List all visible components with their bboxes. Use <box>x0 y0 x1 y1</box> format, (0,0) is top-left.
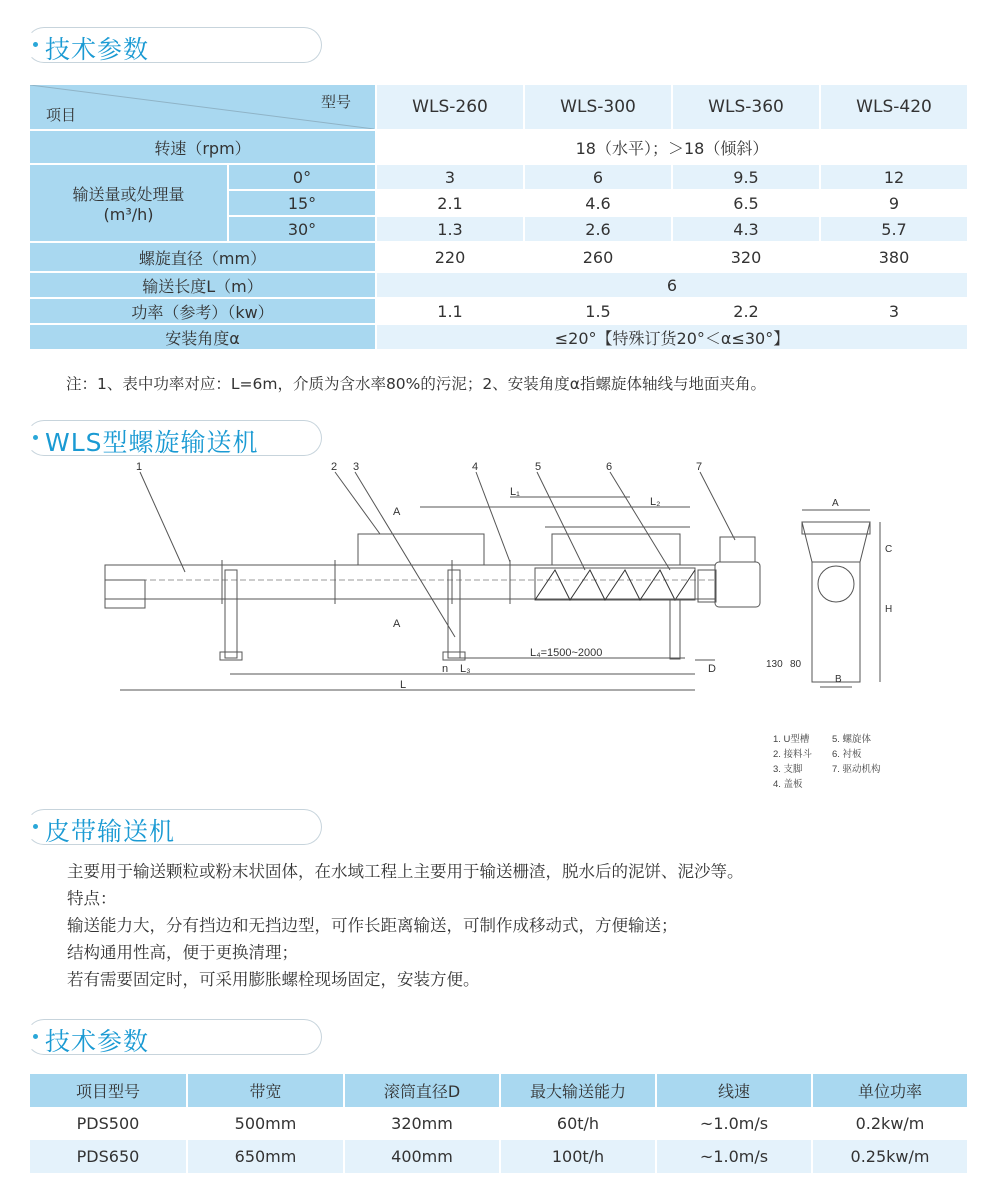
column-header: 线速 <box>656 1074 812 1107</box>
cell-value: 4.6 <box>524 190 672 216</box>
table-cell: 0.25kw/m <box>812 1140 968 1173</box>
cell-value: 1.3 <box>376 216 524 242</box>
cell-value: ≤20°【特殊订货20°＜α≤30°】 <box>376 324 968 350</box>
model-header: WLS-360 <box>672 85 820 130</box>
section-mark: A <box>393 618 401 630</box>
dim-label: L₁ <box>510 486 520 498</box>
dim-label: 80 <box>790 659 802 670</box>
table-cell: ~1.0m/s <box>656 1107 812 1140</box>
cover-plate <box>552 534 680 565</box>
section-mark: A <box>393 506 401 518</box>
table-row <box>30 1107 968 1140</box>
table-row-angle <box>30 324 968 350</box>
section-title: WLS型螺旋输送机 <box>45 428 259 457</box>
model-header: WLS-300 <box>524 85 672 130</box>
cell-value: 2.2 <box>672 298 820 324</box>
angle-label: 0° <box>228 164 376 190</box>
belt-feature: 结构通用性高，便于更换清理； <box>67 943 298 962</box>
section-title: 皮带输送机 <box>45 817 176 846</box>
model-header: WLS-420 <box>820 85 968 130</box>
belt-features-title: 特点： <box>67 889 117 908</box>
cell-value: 3 <box>820 298 968 324</box>
table-cell: 60t/h <box>500 1107 656 1140</box>
side-view-body <box>812 562 860 682</box>
spiral-zone <box>535 568 695 600</box>
cell-value: 1.1 <box>376 298 524 324</box>
dim-label: C <box>885 544 893 555</box>
capacity-label: 输送量或处理量 <box>72 185 185 204</box>
dim-label: H <box>885 604 893 615</box>
callout-number: 3 <box>353 462 360 473</box>
row-label-capacity <box>30 164 228 242</box>
bullet-dot-icon <box>33 435 38 440</box>
dim-label: L₄=1500~2000 <box>530 647 603 659</box>
table-header-row <box>30 1074 968 1107</box>
table-cell: 320mm <box>344 1107 500 1140</box>
bullet-dot-icon <box>33 1034 38 1039</box>
table-row-capacity-0 <box>30 164 968 190</box>
corner-model-label: 型号 <box>320 93 351 111</box>
dim-label: D <box>708 663 716 675</box>
cell-value: 12 <box>820 164 968 190</box>
cell-value: 220 <box>376 242 524 272</box>
column-header: 带宽 <box>187 1074 344 1107</box>
pds-spec-table <box>30 1074 969 1173</box>
legend-item: 5. 螺旋体 <box>832 734 872 745</box>
cell-value: 260 <box>524 242 672 272</box>
table-cell: 500mm <box>187 1107 344 1140</box>
row-label: 转速（rpm） <box>30 130 376 164</box>
cell-value: 2.6 <box>524 216 672 242</box>
cell-value: 2.1 <box>376 190 524 216</box>
section-header-tech-params-2 <box>26 1019 322 1055</box>
dim-label: 130 <box>766 659 783 670</box>
feed-hopper <box>358 534 484 565</box>
table-cell: 400mm <box>344 1140 500 1173</box>
row-label: 螺旋直径（mm） <box>30 242 376 272</box>
table-header-row <box>30 85 968 130</box>
table-row-speed <box>30 130 968 164</box>
legend-item: 7. 驱动机构 <box>832 764 881 775</box>
section-header-tech-params-1 <box>26 27 322 63</box>
cell-value: 5.7 <box>820 216 968 242</box>
drawing-legend <box>773 733 881 790</box>
table-cell: ~1.0m/s <box>656 1140 812 1173</box>
row-label: 安装角度α <box>30 324 376 350</box>
end-box <box>105 580 145 608</box>
column-header: 项目型号 <box>30 1074 187 1107</box>
bullet-dot-icon <box>33 824 38 829</box>
dim-label: B <box>835 674 842 685</box>
corner-cell <box>30 85 376 130</box>
side-view-trough <box>818 566 854 602</box>
table-row <box>30 1140 968 1173</box>
table-note: 注：1、表中功率对应：L=6m，介质为含水率80%的污泥；2、安装角度α指螺旋体轴线与地面夹角。 <box>66 375 766 393</box>
motor <box>720 537 755 562</box>
column-header: 滚筒直径D <box>344 1074 500 1107</box>
cell-value: 6 <box>524 164 672 190</box>
legend-item: 2. 接料斗 <box>773 749 813 760</box>
bullet-dot-icon <box>33 42 38 47</box>
callout-number: 7 <box>696 462 703 473</box>
cell-value: 6 <box>376 272 968 298</box>
support-leg <box>448 570 460 658</box>
cell-value: 18（水平）；＞18（倾斜） <box>376 130 968 164</box>
table-cell: PDS500 <box>30 1107 187 1140</box>
table-row-length <box>30 272 968 298</box>
support-leg <box>670 599 680 659</box>
cell-value: 6.5 <box>672 190 820 216</box>
column-header: 最大输送能力 <box>500 1074 656 1107</box>
table-cell: 100t/h <box>500 1140 656 1173</box>
table-cell: 0.2kw/m <box>812 1107 968 1140</box>
table-cell: PDS650 <box>30 1140 187 1173</box>
dim-label: L₃ <box>460 663 471 675</box>
corner-item-label: 项目 <box>46 106 77 124</box>
model-header: WLS-260 <box>376 85 524 130</box>
legend-item: 1. U型槽 <box>773 734 810 745</box>
row-label: 功率（参考）（kw） <box>30 298 376 324</box>
cell-value: 1.5 <box>524 298 672 324</box>
cell-value: 4.3 <box>672 216 820 242</box>
section-title: 技术参数 <box>45 35 150 64</box>
cell-value: 9 <box>820 190 968 216</box>
belt-intro: 主要用于输送颗粒或粉末状固体，在水域工程上主要用于输送栅渣，脱水后的泥饼、泥沙等。 <box>67 862 744 881</box>
support-leg <box>225 570 237 658</box>
dim-label: A <box>832 498 839 509</box>
u-trough <box>105 565 715 599</box>
spiral-body <box>535 570 695 600</box>
wls-spec-table <box>30 85 969 351</box>
section-header-wls-conveyor <box>26 420 322 456</box>
legend-item: 3. 支脚 <box>773 764 803 775</box>
section-header-belt-conveyor <box>26 809 322 845</box>
callout-number: 1 <box>136 462 143 473</box>
legend-item: 4. 盖板 <box>773 779 803 790</box>
cell-value: 3 <box>376 164 524 190</box>
screw-conveyor-drawing <box>90 462 910 802</box>
drive-unit <box>715 562 760 607</box>
table-cell: 650mm <box>187 1140 344 1173</box>
cell-value: 320 <box>672 242 820 272</box>
callout-number: 5 <box>535 462 542 473</box>
cell-value: 380 <box>820 242 968 272</box>
table-row-power <box>30 298 968 324</box>
belt-feature: 输送能力大，分有挡边和无挡边型，可作长距离输送，可制作成移动式，方便输送； <box>67 916 678 935</box>
callout-number: 4 <box>472 462 479 473</box>
row-label: 输送长度L（m） <box>30 272 376 298</box>
dim-label: n <box>442 663 449 675</box>
dim-label: L <box>400 679 407 691</box>
column-header: 单位功率 <box>812 1074 968 1107</box>
angle-label: 15° <box>228 190 376 216</box>
belt-feature: 若有需要固定时，可采用膨胀螺栓现场固定，安装方便。 <box>67 970 480 989</box>
legend-item: 6. 衬板 <box>832 749 862 760</box>
cell-value: 9.5 <box>672 164 820 190</box>
capacity-unit: (m³/h) <box>103 205 154 224</box>
dim-label: L₂ <box>650 496 661 508</box>
angle-label: 30° <box>228 216 376 242</box>
table-row-diameter <box>30 242 968 272</box>
section-title: 技术参数 <box>45 1027 150 1056</box>
side-view-hopper <box>802 522 870 562</box>
callout-number: 6 <box>606 462 613 473</box>
callout-number: 2 <box>331 462 338 473</box>
